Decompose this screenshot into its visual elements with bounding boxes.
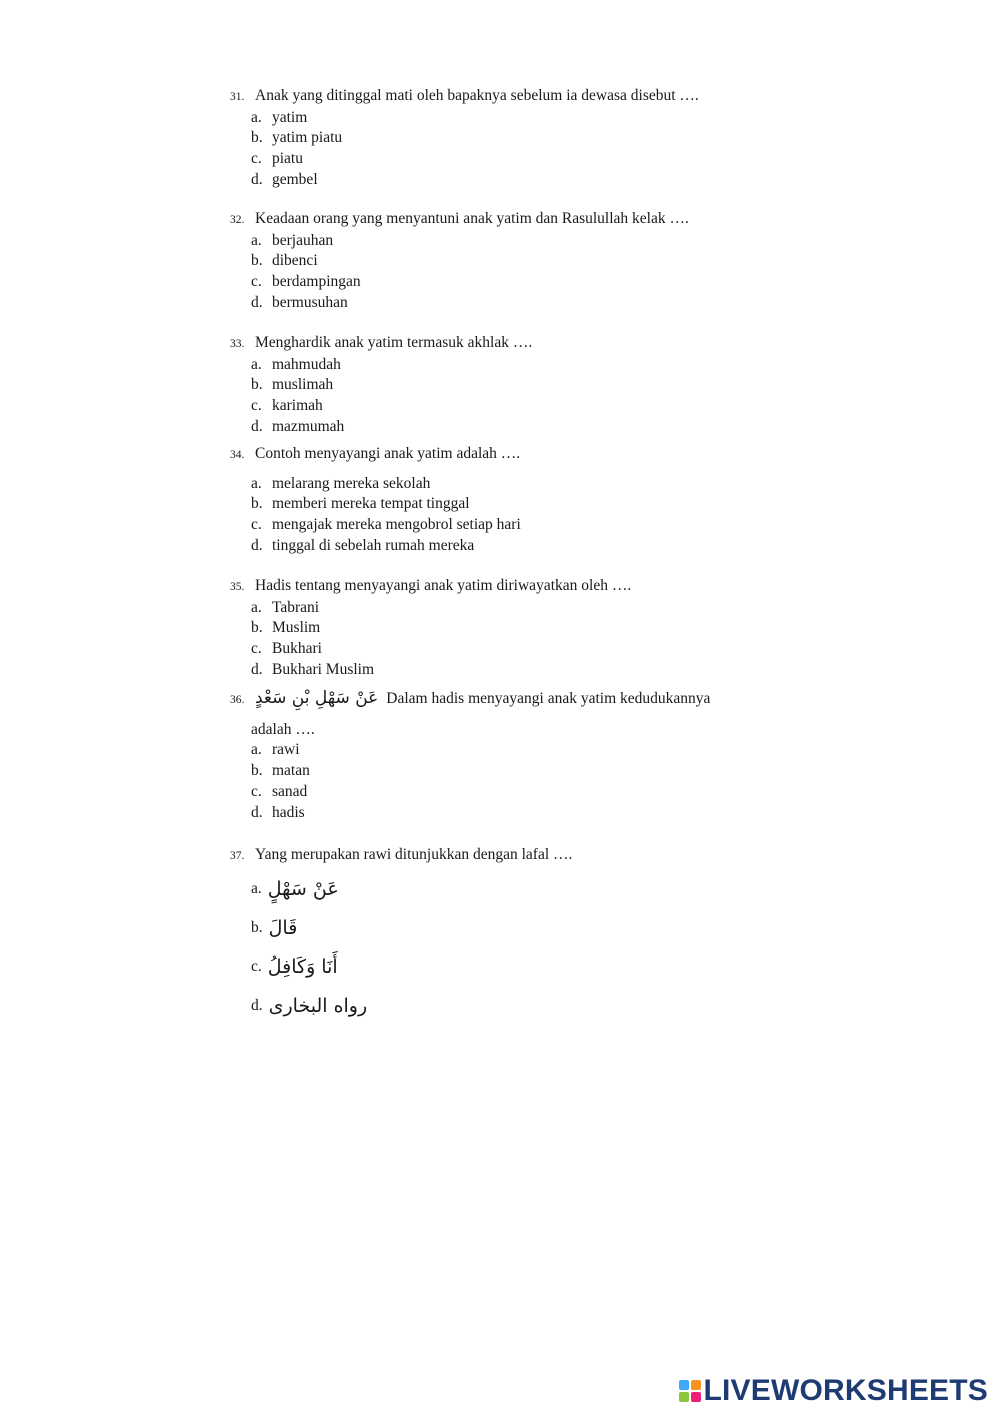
option-d[interactable] <box>251 803 850 824</box>
option-d[interactable] <box>251 660 850 681</box>
question-text: Anak yang ditinggal mati oleh bapaknya sebelum ia dewasa disebut …. <box>255 87 699 104</box>
option-letter: b. <box>251 495 263 513</box>
option-letter: a. <box>251 879 262 897</box>
logo-text: LIVEWORKSHEETS <box>703 1374 988 1407</box>
option-text: memberi mereka tempat tinggal <box>272 495 470 513</box>
option-text: berdampingan <box>272 273 361 291</box>
option-letter: d. <box>251 536 263 554</box>
logo-mark-icon <box>679 1380 701 1402</box>
option-d[interactable] <box>251 293 850 314</box>
option-b[interactable] <box>251 618 850 639</box>
option-arabic-text: عَنْ سَهْلٍ <box>267 877 339 900</box>
option-letter: d. <box>251 417 263 435</box>
option-b[interactable] <box>251 494 850 515</box>
liveworksheets-logo[interactable] <box>679 1376 989 1406</box>
logo-mark-square <box>691 1380 701 1390</box>
option-text: hadis <box>272 803 305 821</box>
option-a[interactable] <box>251 870 850 909</box>
option-letter: b. <box>251 918 263 936</box>
option-letter: d. <box>251 660 263 678</box>
question-number: 35. <box>230 581 245 593</box>
option-c[interactable] <box>251 782 850 803</box>
option-arabic-text: قَالَ <box>268 916 298 939</box>
question-text-continuation: adalah …. <box>251 720 315 738</box>
option-text: mazmumah <box>272 417 345 435</box>
question-32 <box>230 209 850 314</box>
option-text: Bukhari <box>272 640 322 658</box>
option-letter: c. <box>251 782 262 800</box>
option-b[interactable] <box>251 909 850 948</box>
option-letter: d. <box>251 170 263 188</box>
option-b[interactable] <box>251 251 850 272</box>
option-letter: d. <box>251 293 263 311</box>
option-text: dibenci <box>272 252 318 270</box>
option-letter: a. <box>251 108 262 126</box>
option-c[interactable] <box>251 948 850 987</box>
option-text: muslimah <box>272 376 334 394</box>
option-arabic-text: رواه البخارى <box>268 994 368 1017</box>
option-text: Muslim <box>272 619 321 637</box>
option-c[interactable] <box>251 149 850 170</box>
option-text: sanad <box>272 782 308 800</box>
question-text: Yang merupakan rawi ditunjukkan dengan lafal …. <box>255 846 573 863</box>
option-text: mengajak mereka mengobrol setiap hari <box>272 516 521 534</box>
option-letter: b. <box>251 619 263 637</box>
question-number: 33. <box>230 338 245 350</box>
option-letter: a. <box>251 474 262 492</box>
question-33 <box>230 333 850 438</box>
option-b[interactable] <box>251 375 850 396</box>
option-text: tinggal di sebelah rumah mereka <box>272 536 475 554</box>
option-text: mahmudah <box>272 355 341 373</box>
option-c[interactable] <box>251 639 850 660</box>
logo-mark-square <box>679 1392 689 1402</box>
option-d[interactable] <box>251 536 850 557</box>
question-34 <box>230 444 850 557</box>
option-d[interactable] <box>251 417 850 438</box>
option-letter: b. <box>251 376 263 394</box>
option-a[interactable] <box>251 740 850 761</box>
option-letter: c. <box>251 397 262 415</box>
option-text: Bukhari Muslim <box>272 660 375 678</box>
option-text: matan <box>272 762 310 780</box>
option-letter: c. <box>251 150 262 168</box>
option-letter: a. <box>251 598 262 616</box>
option-a[interactable] <box>251 355 850 376</box>
option-a[interactable] <box>251 474 850 495</box>
option-letter: c. <box>251 640 262 658</box>
question-31 <box>230 86 850 191</box>
option-letter: c. <box>251 957 262 975</box>
question-number: 31. <box>230 91 245 103</box>
option-letter: c. <box>251 516 262 534</box>
option-c[interactable] <box>251 272 850 293</box>
option-text: melarang mereka sekolah <box>272 474 431 492</box>
option-letter: d. <box>251 803 263 821</box>
option-d[interactable] <box>251 170 850 191</box>
question-number: 36. <box>230 694 245 706</box>
option-letter: a. <box>251 741 262 759</box>
question-arabic-text: عَنْ سَهْلِ بْنِ سَعْدٍ <box>255 688 379 708</box>
option-letter: a. <box>251 355 262 373</box>
option-c[interactable] <box>251 396 850 417</box>
option-text: piatu <box>272 150 303 168</box>
option-text: bermusuhan <box>272 293 348 311</box>
option-text: karimah <box>272 397 323 415</box>
option-a[interactable] <box>251 108 850 129</box>
option-c[interactable] <box>251 515 850 536</box>
question-37 <box>230 845 850 1026</box>
option-letter: c. <box>251 273 262 291</box>
question-text: Contoh menyayangi anak yatim adalah …. <box>255 445 521 462</box>
question-text: Hadis tentang menyayangi anak yatim diriwayatkan oleh …. <box>255 577 632 594</box>
option-letter: b. <box>251 129 263 147</box>
question-text: Menghardik anak yatim termasuk akhlak …. <box>255 334 533 351</box>
option-a[interactable] <box>251 231 850 252</box>
option-b[interactable] <box>251 761 850 782</box>
option-text: yatim <box>272 108 308 126</box>
question-text: Keadaan orang yang menyantuni anak yatim dan Rasulullah kelak …. <box>255 210 689 227</box>
option-d[interactable] <box>251 987 850 1026</box>
option-text: berjauhan <box>272 231 334 249</box>
option-b[interactable] <box>251 128 850 149</box>
logo-mark-square <box>679 1380 689 1390</box>
logo-mark-square <box>691 1392 701 1402</box>
question-number: 32. <box>230 214 245 226</box>
option-text: rawi <box>272 741 300 759</box>
option-arabic-text: أَنَا وَكَافِلُ <box>267 955 338 978</box>
option-letter: a. <box>251 231 262 249</box>
option-letter: d. <box>251 996 263 1014</box>
question-35 <box>230 576 850 681</box>
option-a[interactable] <box>251 598 850 619</box>
option-letter: b. <box>251 252 263 270</box>
option-text: gembel <box>272 170 318 188</box>
question-text: Dalam hadis menyayangi anak yatim kedudukannya <box>386 690 711 707</box>
option-text: yatim piatu <box>272 129 343 147</box>
option-text: Tabrani <box>272 598 320 616</box>
question-number: 34. <box>230 449 245 461</box>
question-number: 37. <box>230 850 245 862</box>
question-36 <box>230 688 850 823</box>
option-letter: b. <box>251 762 263 780</box>
